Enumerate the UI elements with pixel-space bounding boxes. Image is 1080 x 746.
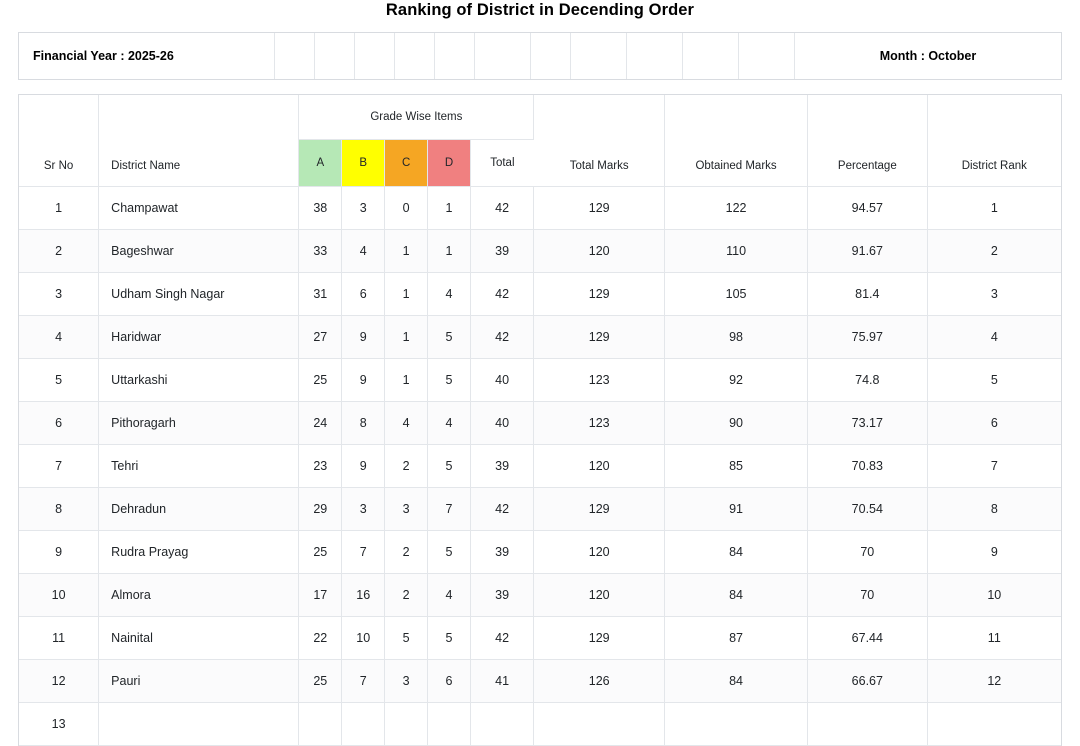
cell-district-name: Pauri bbox=[99, 659, 299, 702]
cell-grade-a: 27 bbox=[299, 315, 342, 358]
meta-spacer-cell bbox=[315, 33, 355, 79]
table-row[interactable] bbox=[19, 530, 1061, 573]
cell-sr-no: 5 bbox=[19, 358, 99, 401]
table-row[interactable] bbox=[19, 573, 1061, 616]
meta-spacer-cell bbox=[475, 33, 531, 79]
cell-district-rank: 9 bbox=[927, 530, 1061, 573]
cell-grade-d: 4 bbox=[428, 573, 471, 616]
cell-obtained-marks: 91 bbox=[665, 487, 808, 530]
meta-spacer-cell bbox=[395, 33, 435, 79]
table-row[interactable] bbox=[19, 272, 1061, 315]
cell-district-rank: 6 bbox=[927, 401, 1061, 444]
cell-percentage: 70.54 bbox=[808, 487, 928, 530]
cell-district-rank: 4 bbox=[927, 315, 1061, 358]
cell-total-marks bbox=[534, 702, 665, 745]
cell-district-name: Bageshwar bbox=[99, 229, 299, 272]
cell-grade-d: 5 bbox=[428, 358, 471, 401]
cell-grade-a: 24 bbox=[299, 401, 342, 444]
cell-district-name bbox=[99, 702, 299, 745]
cell-grade-c: 1 bbox=[385, 315, 428, 358]
table-row[interactable] bbox=[19, 229, 1061, 272]
cell-grade-d bbox=[428, 702, 471, 745]
cell-obtained-marks: 84 bbox=[665, 659, 808, 702]
table-row[interactable] bbox=[19, 487, 1061, 530]
cell-grade-d: 1 bbox=[428, 229, 471, 272]
cell-grade-b: 9 bbox=[342, 444, 385, 487]
header-grade-total: Total bbox=[470, 139, 533, 186]
cell-district-rank: 2 bbox=[927, 229, 1061, 272]
cell-total-marks: 123 bbox=[534, 358, 665, 401]
cell-grade-b: 6 bbox=[342, 272, 385, 315]
meta-spacer-cell bbox=[531, 33, 571, 79]
cell-grade-c: 3 bbox=[385, 487, 428, 530]
cell-grade-a: 17 bbox=[299, 573, 342, 616]
header-grade-b: B bbox=[342, 139, 385, 186]
cell-grade-total: 41 bbox=[470, 659, 533, 702]
meta-spacer-cell bbox=[435, 33, 475, 79]
cell-district-name: Nainital bbox=[99, 616, 299, 659]
cell-grade-d: 7 bbox=[428, 487, 471, 530]
cell-total-marks: 120 bbox=[534, 530, 665, 573]
cell-total-marks: 120 bbox=[534, 444, 665, 487]
cell-grade-total: 42 bbox=[470, 272, 533, 315]
cell-total-marks: 129 bbox=[534, 616, 665, 659]
header-grade-a: A bbox=[299, 139, 342, 186]
meta-spacer-cell bbox=[355, 33, 395, 79]
cell-grade-total: 42 bbox=[470, 186, 533, 229]
cell-grade-d: 6 bbox=[428, 659, 471, 702]
cell-grade-total: 40 bbox=[470, 358, 533, 401]
header-grade-wise-items: Grade Wise Items bbox=[299, 95, 534, 139]
cell-percentage: 70 bbox=[808, 573, 928, 616]
cell-district-rank: 12 bbox=[927, 659, 1061, 702]
cell-obtained-marks bbox=[665, 702, 808, 745]
cell-total-marks: 129 bbox=[534, 186, 665, 229]
cell-district-name: Uttarkashi bbox=[99, 358, 299, 401]
cell-percentage: 74.8 bbox=[808, 358, 928, 401]
table-row[interactable] bbox=[19, 444, 1061, 487]
header-total-marks: Total Marks bbox=[534, 95, 665, 186]
cell-obtained-marks: 84 bbox=[665, 530, 808, 573]
cell-percentage: 67.44 bbox=[808, 616, 928, 659]
cell-grade-d: 1 bbox=[428, 186, 471, 229]
cell-obtained-marks: 90 bbox=[665, 401, 808, 444]
cell-grade-d: 5 bbox=[428, 616, 471, 659]
header-grade-c: C bbox=[385, 139, 428, 186]
cell-grade-d: 4 bbox=[428, 272, 471, 315]
cell-district-name: Almora bbox=[99, 573, 299, 616]
cell-district-rank: 11 bbox=[927, 616, 1061, 659]
meta-spacer-cell bbox=[683, 33, 739, 79]
cell-grade-total: 39 bbox=[470, 530, 533, 573]
month-label: Month : October bbox=[879, 49, 977, 63]
table-header-group-row bbox=[19, 95, 1061, 139]
meta-spacer-cell bbox=[275, 33, 315, 79]
cell-district-name: Tehri bbox=[99, 444, 299, 487]
cell-grade-d: 4 bbox=[428, 401, 471, 444]
table-row[interactable] bbox=[19, 315, 1061, 358]
cell-grade-a: 33 bbox=[299, 229, 342, 272]
cell-district-rank: 3 bbox=[927, 272, 1061, 315]
cell-grade-c: 3 bbox=[385, 659, 428, 702]
cell-obtained-marks: 105 bbox=[665, 272, 808, 315]
cell-grade-c: 0 bbox=[385, 186, 428, 229]
header-obtained-marks: Obtained Marks bbox=[665, 95, 808, 186]
meta-spacer-cell bbox=[571, 33, 627, 79]
cell-grade-c: 2 bbox=[385, 573, 428, 616]
cell-total-marks: 129 bbox=[534, 315, 665, 358]
cell-district-rank: 8 bbox=[927, 487, 1061, 530]
header-district-name: District Name bbox=[99, 95, 299, 186]
cell-grade-b: 16 bbox=[342, 573, 385, 616]
header-district-rank: District Rank bbox=[927, 95, 1061, 186]
cell-grade-c: 1 bbox=[385, 358, 428, 401]
header-percentage: Percentage bbox=[808, 95, 928, 186]
cell-sr-no: 4 bbox=[19, 315, 99, 358]
cell-grade-total bbox=[470, 702, 533, 745]
cell-total-marks: 126 bbox=[534, 659, 665, 702]
cell-grade-a: 23 bbox=[299, 444, 342, 487]
cell-total-marks: 129 bbox=[534, 487, 665, 530]
cell-percentage: 81.4 bbox=[808, 272, 928, 315]
cell-grade-b: 9 bbox=[342, 315, 385, 358]
cell-grade-a bbox=[299, 702, 342, 745]
cell-grade-total: 39 bbox=[470, 229, 533, 272]
cell-percentage: 70 bbox=[808, 530, 928, 573]
cell-district-rank: 5 bbox=[927, 358, 1061, 401]
cell-grade-a: 25 bbox=[299, 358, 342, 401]
cell-total-marks: 120 bbox=[534, 573, 665, 616]
cell-total-marks: 129 bbox=[534, 272, 665, 315]
ranking-table bbox=[19, 95, 1061, 746]
header-sr-no: Sr No bbox=[19, 95, 99, 186]
table-row[interactable] bbox=[19, 659, 1061, 702]
header-grade-d: D bbox=[428, 139, 471, 186]
cell-district-name: Udham Singh Nagar bbox=[99, 272, 299, 315]
cell-sr-no: 10 bbox=[19, 573, 99, 616]
cell-district-rank bbox=[927, 702, 1061, 745]
cell-sr-no: 9 bbox=[19, 530, 99, 573]
cell-grade-b: 3 bbox=[342, 487, 385, 530]
cell-grade-a: 25 bbox=[299, 659, 342, 702]
cell-sr-no: 2 bbox=[19, 229, 99, 272]
cell-grade-d: 5 bbox=[428, 444, 471, 487]
cell-grade-b: 8 bbox=[342, 401, 385, 444]
cell-district-rank: 7 bbox=[927, 444, 1061, 487]
table-row[interactable] bbox=[19, 702, 1061, 745]
cell-sr-no: 13 bbox=[19, 702, 99, 745]
table-row[interactable] bbox=[19, 358, 1061, 401]
ranking-table-container bbox=[18, 94, 1062, 746]
cell-percentage: 70.83 bbox=[808, 444, 928, 487]
cell-grade-c: 1 bbox=[385, 272, 428, 315]
cell-obtained-marks: 84 bbox=[665, 573, 808, 616]
table-row[interactable] bbox=[19, 186, 1061, 229]
cell-grade-total: 42 bbox=[470, 315, 533, 358]
table-row[interactable] bbox=[19, 401, 1061, 444]
table-header bbox=[19, 95, 1061, 186]
cell-percentage: 75.97 bbox=[808, 315, 928, 358]
cell-district-name: Pithoragarh bbox=[99, 401, 299, 444]
cell-obtained-marks: 110 bbox=[665, 229, 808, 272]
cell-obtained-marks: 87 bbox=[665, 616, 808, 659]
cell-sr-no: 8 bbox=[19, 487, 99, 530]
cell-obtained-marks: 92 bbox=[665, 358, 808, 401]
cell-district-name: Champawat bbox=[99, 186, 299, 229]
financial-year-label: Financial Year : 2025-26 bbox=[19, 33, 275, 79]
cell-grade-b: 7 bbox=[342, 530, 385, 573]
cell-grade-c: 2 bbox=[385, 530, 428, 573]
cell-grade-b: 3 bbox=[342, 186, 385, 229]
meta-spacer-cell bbox=[627, 33, 683, 79]
cell-grade-a: 38 bbox=[299, 186, 342, 229]
cell-percentage: 94.57 bbox=[808, 186, 928, 229]
cell-sr-no: 3 bbox=[19, 272, 99, 315]
cell-grade-total: 42 bbox=[470, 487, 533, 530]
cell-grade-c: 4 bbox=[385, 401, 428, 444]
page-title: Ranking of District in Decending Order bbox=[385, 1, 695, 19]
cell-grade-total: 40 bbox=[470, 401, 533, 444]
cell-grade-c: 1 bbox=[385, 229, 428, 272]
cell-grade-total: 39 bbox=[470, 573, 533, 616]
table-body bbox=[19, 186, 1061, 745]
cell-district-name: Haridwar bbox=[99, 315, 299, 358]
report-meta-strip bbox=[18, 32, 1062, 80]
cell-sr-no: 1 bbox=[19, 186, 99, 229]
cell-percentage: 73.17 bbox=[808, 401, 928, 444]
cell-district-rank: 1 bbox=[927, 186, 1061, 229]
cell-grade-d: 5 bbox=[428, 315, 471, 358]
cell-obtained-marks: 122 bbox=[665, 186, 808, 229]
cell-obtained-marks: 85 bbox=[665, 444, 808, 487]
cell-grade-b: 10 bbox=[342, 616, 385, 659]
cell-grade-c bbox=[385, 702, 428, 745]
cell-total-marks: 120 bbox=[534, 229, 665, 272]
cell-grade-total: 42 bbox=[470, 616, 533, 659]
cell-sr-no: 12 bbox=[19, 659, 99, 702]
cell-district-name: Rudra Prayag bbox=[99, 530, 299, 573]
cell-grade-total: 39 bbox=[470, 444, 533, 487]
cell-grade-c: 2 bbox=[385, 444, 428, 487]
cell-total-marks: 123 bbox=[534, 401, 665, 444]
cell-percentage: 91.67 bbox=[808, 229, 928, 272]
cell-grade-a: 22 bbox=[299, 616, 342, 659]
cell-grade-a: 29 bbox=[299, 487, 342, 530]
cell-grade-b bbox=[342, 702, 385, 745]
cell-grade-c: 5 bbox=[385, 616, 428, 659]
cell-district-rank: 10 bbox=[927, 573, 1061, 616]
cell-percentage: 66.67 bbox=[808, 659, 928, 702]
cell-grade-a: 31 bbox=[299, 272, 342, 315]
cell-district-name: Dehradun bbox=[99, 487, 299, 530]
meta-spacer-cell bbox=[739, 33, 795, 79]
cell-grade-d: 5 bbox=[428, 530, 471, 573]
cell-sr-no: 7 bbox=[19, 444, 99, 487]
table-row[interactable] bbox=[19, 616, 1061, 659]
cell-sr-no: 11 bbox=[19, 616, 99, 659]
cell-grade-b: 7 bbox=[342, 659, 385, 702]
cell-grade-b: 4 bbox=[342, 229, 385, 272]
cell-percentage bbox=[808, 702, 928, 745]
cell-obtained-marks: 98 bbox=[665, 315, 808, 358]
cell-grade-a: 25 bbox=[299, 530, 342, 573]
cell-grade-b: 9 bbox=[342, 358, 385, 401]
cell-sr-no: 6 bbox=[19, 401, 99, 444]
